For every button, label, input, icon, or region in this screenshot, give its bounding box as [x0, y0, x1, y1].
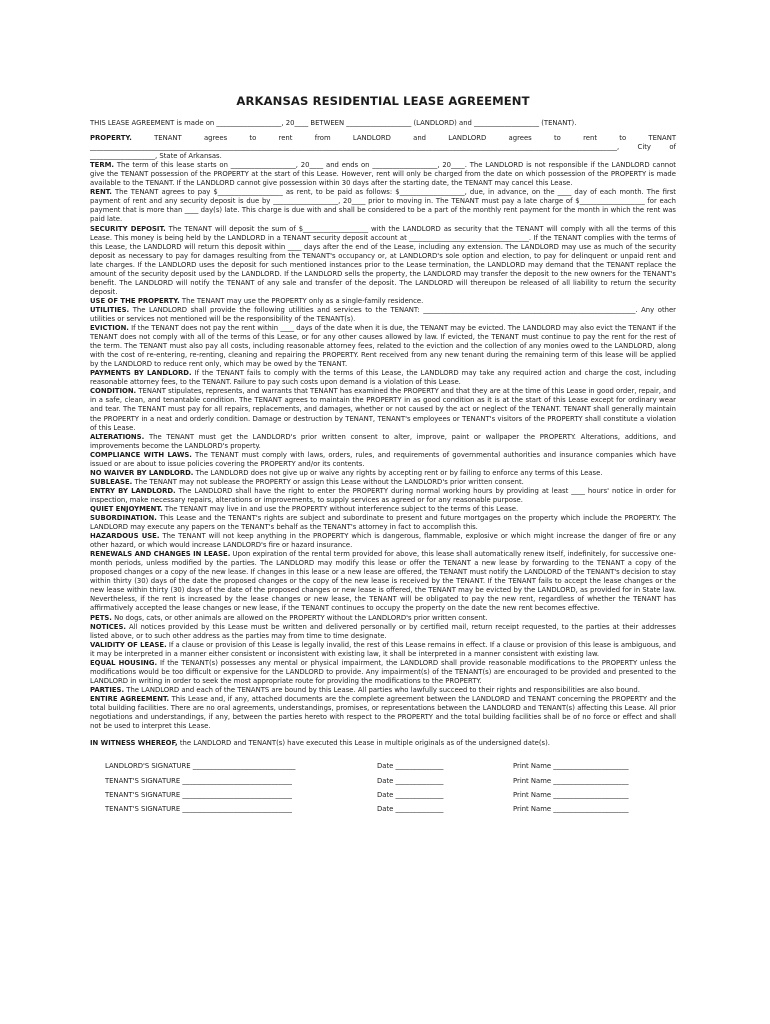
section-text: If the TENANT does not pay the rent within ____ days of the date when it is due, the TENANT may be evicted. The LANDLORD may also evict the TENANT if the TENANT does not comply with all of the terms of this Lease, or for any other causes allowed by law. If evicted, the TENANT must continue to pay the rent for the rest of the term. The TENANT must also pay all costs, including reasonable attorney fees, related to the eviction and the collection of any monies owed to the LANDLORD, along with the cost of re-entering, re-renting, cleaning and repairing the PROPERTY. Rent received from any new tenant during the remaining term of this lease will be applied by the LANDLORD to reduce rent only, which may be owed by the TENANT. — [90, 324, 676, 369]
lease-section — [90, 324, 676, 369]
lease-section — [90, 514, 676, 532]
lease-section — [90, 134, 676, 161]
lease-section — [90, 659, 676, 686]
section-text: The TENANT may not sublease the PROPERTY or assign this Lease without the LANDLORD's prior written consent. — [134, 477, 524, 486]
lease-section — [90, 505, 676, 514]
lease-section — [90, 469, 676, 478]
section-text: The TENANT will deposit the sum of $___________________ with the LANDLORD as security that the TENANT will comply with all the terms of this Lease. This money is being held by the LANDLORD in a TENANT security deposit account at ___________________________________. If the TENANT complies with the terms of this Lease, the LANDLORD will return this deposit within ____ days after the end of the Lease, including any extension. The LANDLORD may use as much of the security deposit as necessary to pay for damages resulting from the TENANT's occupancy or, at LANDLORD's sole option and election, to pay for delinquent or unpaid rent and late charges. If the LANDLORD uses the deposit for such mentioned instances prior to the Lease termination, the LANDLORD may demand that the TENANT replace the amount of the security deposit used by the LANDLORD. If the LANDLORD sells the property, the LANDLORD may transfer the deposit to the new owners for the TENANT's benefit. The LANDLORD will notify the TENANT of any sale and transfer of the deposit. The LANDLORD will thereupon be released of all liability to return the security deposit. — [90, 224, 676, 296]
lease-section — [90, 161, 676, 188]
section-heading: TERM. — [90, 161, 115, 170]
section-text: The LANDLORD does not give up or waive any rights by accepting rent or by failing to enforce any terms of this Lease. — [195, 468, 603, 477]
section-heading: PARTIES. — [90, 685, 125, 694]
lease-section — [90, 686, 676, 695]
section-text: The TENANT may use the PROPERTY only as a single-family residence. — [181, 296, 424, 305]
section-heading: RENEWALS AND CHANGES IN LEASE. — [90, 550, 231, 559]
lease-section — [90, 623, 676, 641]
signature-row — [105, 799, 676, 813]
section-text: The LANDLORD shall have the right to enter the PROPERTY during normal working hours by providing at least ____ hours' notice in order for inspection, make necessary repairs, alterations or improvements, to supply services as agreed or for any reasonable purpose. — [90, 486, 676, 504]
section-heading: PROPERTY. — [90, 134, 132, 143]
section-text: Upon expiration of the rental term provided for above, this lease shall automatically renew itself, indefinitely, for successive one-month periods, unless modified by the parties. The LANDLORD may modify this lease or offer the TENANT a new lease by forwarding to the TENANT a copy of the proposed changes or a copy of the new lease. If changes in this lease or a new lease are offered, the TENANT must notify the LANDLORD of the TENANT's decision to stay within thirty (30) days of the date the proposed changes or the copy of the new lease is received by the TENANT. If the TENANT fails to accept the lease changes or the new lease within thirty (30) days of the date of the proposed changes or new lease is offered, the TENANT may be evicted by the LANDLORD, as provided for in State law. Nevertheless, if the rent is increased by the lease changes or new lease, the TENANT will be obligated to pay the new rent, regardless of whether the TENANT has affirmatively accepted the lease changes or new lease, if the TENANT continues to occupy the property on the date the new rent becomes effective. — [90, 550, 676, 613]
date-line: Date ______________ — [377, 762, 444, 771]
witness-text: the LANDLORD and TENANT(s) have executed this Lease in multiple originals as of the undersigned date(s). — [179, 739, 550, 748]
signature-line: TENANT'S SIGNATURE ________________________________ — [105, 790, 292, 799]
signature-row — [105, 785, 676, 799]
section-text: The TENANT will not keep anything in the PROPERTY which is dangerous, flammable, explosive or which might increase the danger of fire or any other hazard, or which would increase LANDLORD's fire or hazard insurance. — [90, 532, 676, 550]
section-heading: ENTRY BY LANDLORD. — [90, 486, 176, 495]
section-heading: EVICTION. — [90, 324, 129, 333]
section-heading: SECURITY DEPOSIT. — [90, 224, 166, 233]
lease-section — [90, 550, 676, 613]
section-heading: ENTIRE AGREEMENT. — [90, 694, 170, 703]
signature-row — [105, 756, 676, 770]
lease-section — [90, 188, 676, 224]
section-text: If the TENANT(s) possesses any mental or physical impairment, the LANDLORD shall provide reasonable modifications to the PROPERTY unless the modifications would be too difficult or expensive for the LANDLORD to provide. Any impairment(s) of the TENANT(s) are encouraged to be provided and presented to the LANDLORD in writing in order to seek the most appropriate route for providing the modifications to the PROPERTY. — [90, 658, 676, 685]
section-text: This Lease and, if any, attached documents are the complete agreement between the LANDLORD and TENANT concerning the PROPERTY and the total building facilities. There are no oral agreements, understandings, promises, or representations between the LANDLORD and TENANT(s) affecting this Lease. All prior negotiations and understandings, if any, between the parties hereto with respect to the PROPERTY and the total building facilities shall be of no force or effect and shall not be used to interpret this Lease. — [90, 694, 677, 731]
section-text: The TENANT must get the LANDLORD's prior written consent to alter, improve, paint or wallpaper the PROPERTY. Alterations, additions, and improvements become the LANDLORD's property. — [90, 432, 676, 450]
section-heading: RENT. — [90, 188, 112, 197]
lease-section — [90, 297, 676, 306]
section-heading: QUIET ENJOYMENT. — [90, 504, 163, 513]
section-heading: PETS. — [90, 613, 112, 622]
section-text: The TENANT must comply with laws, orders, rules, and requirements of governmental authorities and insurance companies which have issued or are about to issue policies covering the PROPERTY and/or its contents. — [90, 450, 676, 468]
section-text: The LANDLORD shall provide the following utilities and services to the TENANT: ______________________________________________________________. Any other utilities or services not mentioned will be the responsibility of the TENANT(s). — [90, 305, 676, 323]
witness-heading: IN WITNESS WHEREOF, — [90, 739, 178, 748]
section-heading: ALTERATIONS. — [90, 432, 145, 441]
section-text: If a clause or provision of this Lease is legally invalid, the rest of this Lease remains in effect. If a clause or provision of this lease is ambiguous, and it may be interpreted in a manner either consistent or inconsistent with existing law, it shall be interpreted in a manner consistent with existing law. — [90, 640, 676, 658]
signature-line: TENANT'S SIGNATURE ________________________________ — [105, 804, 292, 813]
document-title: ARKANSAS RESIDENTIAL LEASE AGREEMENT — [236, 94, 530, 108]
section-text: If the TENANT fails to comply with the terms of this Lease, the LANDLORD may take any required action and charge the cost, including reasonable attorney fees, to the TENANT. Failure to pay such costs upon demand is a violation of this Lease. — [90, 369, 676, 387]
section-heading: COMPLIANCE WITH LAWS. — [90, 450, 192, 459]
witness-paragraph — [90, 739, 676, 748]
section-heading: UTILITIES. — [90, 305, 130, 314]
section-heading: NO WAIVER BY LANDLORD. — [90, 468, 194, 477]
signature-row — [105, 770, 676, 784]
lease-section — [90, 451, 676, 469]
section-heading: VALIDITY OF LEASE. — [90, 640, 167, 649]
lease-section — [90, 306, 676, 324]
lease-section — [90, 614, 676, 623]
signature-line: TENANT'S SIGNATURE ________________________________ — [105, 776, 292, 785]
print-name-line: Print Name ______________________ — [513, 804, 629, 813]
date-line: Date ______________ — [377, 804, 444, 813]
lease-section — [90, 433, 676, 451]
section-heading: HAZARDOUS USE. — [90, 532, 160, 541]
section-heading: SUBLEASE. — [90, 477, 133, 486]
section-text: TENANT agrees to rent from LANDLORD and LANDLORD agrees to rent to TENANT __________________________________________________________________________________________________________________________________________________________, City of ___________________, State of Arkansas. — [90, 134, 676, 161]
lease-sections — [90, 134, 676, 731]
section-heading: USE OF THE PROPERTY. — [90, 296, 180, 305]
section-heading: CONDITION. — [90, 387, 137, 396]
lease-section — [90, 695, 676, 731]
lease-section — [90, 387, 676, 432]
lease-section — [90, 225, 676, 297]
print-name-line: Print Name ______________________ — [513, 790, 629, 799]
lease-section — [90, 532, 676, 550]
section-text: The term of this lease starts on ___________________, 20____ and ends on ___________________, 20____. The LANDLORD is not responsible if the LANDLORD cannot give the TENANT possession of the PROPERTY at the start of this Lease. However, rent will only be charged from the date on which possession of the PROPERTY is made available to the TENANT. If the LANDLORD cannot give possession within 30 days after the starting date, the TENANT may cancel this Lease. — [90, 161, 676, 188]
lease-section — [90, 478, 676, 487]
section-text: All notices provided by this Lease must be written and delivered personally or by certified mail, return receipt requested, to the parties at their addresses listed above, or to such other address as the parties may from time to time designate. — [90, 622, 676, 640]
section-text: This Lease and the TENANT's rights are subject and subordinate to present and future mortgages on the property which include the PROPERTY. The LANDLORD may execute any papers on the TENANT's behalf as the TENANT's attorney in fact to accomplish this. — [90, 514, 676, 532]
print-name-line: Print Name ______________________ — [513, 776, 629, 785]
signature-block — [105, 756, 676, 813]
spacer — [90, 731, 676, 739]
section-text: The TENANT may live in and use the PROPERTY without interference subject to the terms of this Lease. — [164, 504, 519, 513]
section-text: The LANDLORD and each of the TENANTS are bound by this Lease. All parties who lawfully succeed to their rights and responsibilities are also bound. — [126, 685, 640, 694]
signature-line: LANDLORD'S SIGNATURE ______________________________ — [105, 762, 296, 771]
section-heading: NOTICES. — [90, 622, 126, 631]
section-heading: SUBORDINATION. — [90, 514, 157, 523]
lease-section — [90, 369, 676, 387]
date-line: Date ______________ — [377, 790, 444, 799]
date-line: Date ______________ — [377, 776, 444, 785]
intro-paragraph: THIS LEASE AGREEMENT is made on ___________________, 20____ BETWEEN ___________________ (LANDLORD) and ___________________ (TENANT). — [90, 119, 577, 127]
print-name-line: Print Name ______________________ — [513, 762, 629, 771]
section-text: TENANT stipulates, represents, and warrants that TENANT has examined the PROPERTY and that they are at the time of this Lease in good order, repair, and in a safe, clean, and tenantable condition. The TENANT agrees to maintain the PROPERTY in as good condition as it is at the start of this Lease except for ordinary wear and tear. The TENANT must pay for all repairs, replacements, and damages, whether or not caused by the act or neglect of the TENANT. TENANT shall generally maintain the PROPERTY in a neat and orderly condition. Damage or destruction by TENANT, TENANT's employees or TENANT's visitors of the PROPERTY shall constitute a violation of this Lease. — [90, 387, 676, 432]
lease-section — [90, 487, 676, 505]
section-text: No dogs, cats, or other animals are allowed on the PROPERTY without the LANDLORD's prior written consent. — [114, 613, 488, 622]
section-heading: PAYMENTS BY LANDLORD. — [90, 369, 192, 378]
lease-section — [90, 641, 676, 659]
section-heading: EQUAL HOUSING. — [90, 658, 158, 667]
section-text: The TENANT agrees to pay $___________________ as rent, to be paid as follows: $___________________, due, in advance, on the ____ day of each month. The first payment of rent and any security deposit is due by ___________________, 20____ prior to moving in. The TENANT must pay a late charge of $___________________ for each payment that is more than ____ day(s) late. This charge is due with and shall be considered to be a part of the monthly rent payment for the month in which the rent was paid late. — [90, 188, 676, 224]
